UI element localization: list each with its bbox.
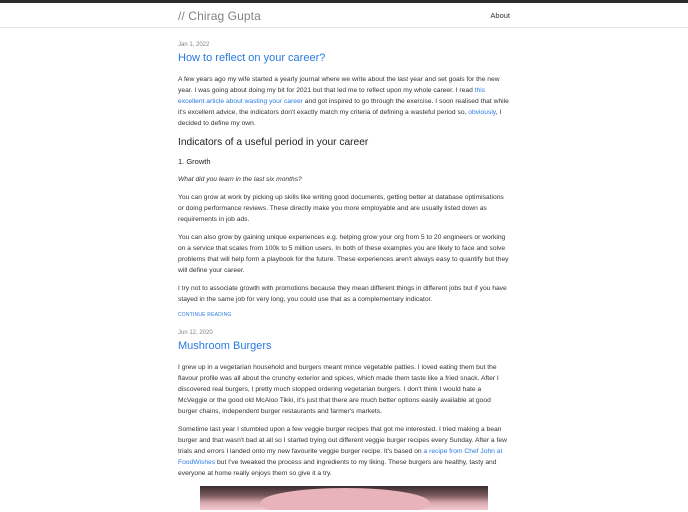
intro-text-b: and got inspired to go through the exercise. I soon realised that while it's excellent advice, the indicators don't exactly match my criteria of defining a wasteful period so, [178,98,509,116]
paragraph [178,424,510,479]
site-header [0,3,688,28]
subsection-heading: 1. Growth [178,157,211,166]
post-date: Jun 12, 2020 [178,330,213,336]
post-photo [200,486,488,510]
intro-text-c: , I decided to define my own. [178,109,502,127]
question-text: What did you learn in the last six months? [178,176,302,183]
paragraph: You can grow at work by picking up skills like writing good documents, getting better at database optimisations or doing performance reviews. These directly make you more employable and are usually listed down as requirements in job ads. [178,194,504,223]
intro-text-a: A few years ago my wife started a yearly journal where we write about the last year and set goals for the new year. I was going about doing my bit for 2021 but that led me to reflect upon my whole career. I read [178,76,500,94]
post-intro [178,74,510,129]
post-list [178,42,510,510]
nav-about-link[interactable]: About [490,11,510,20]
continue-reading-link[interactable]: CONTINUE READING [178,312,232,318]
section-heading: Indicators of a useful period in your career [178,137,369,148]
paragraph-text-b: but I've tweaked the process and ingredients to my liking. These burgers are healthy, tasty and everyone at home really enjoys them so give it a try. [178,459,497,477]
post-item [178,330,510,510]
post-title-link[interactable]: How to reflect on your career? [178,52,326,64]
photo-detail [260,488,430,510]
paragraph: You can also grow by gaining unique experiences e.g. helping grow your org from 5 to 20 engineers or working on a service that scales from 100k to 5 million users. In both of these examples you are likely to face and solve problems that will help form a playbook for the future. These experiences aren't always easy to quantify but they will define your career. [178,234,509,274]
post-item [178,42,510,318]
article-link[interactable]: this excellent article about wasting your career [178,87,486,105]
post-title-link[interactable]: Mushroom Burgers [178,340,272,352]
post-date: Jan 1, 2022 [178,42,210,48]
paragraph: I try not to associate growth with promotions because they mean different things in different jobs but if you have stayed in the same job for very long, you could use that as a complementary indicator. [178,285,507,303]
paragraph: I grew up in a vegetarian household and burgers meant mince vegetable patties. I loved eating them but the flavour profile was all about the crunchy exterior and spices, which made them taste like a fried snack. After I discovered real burgers, I pretty much stopped ordering vegetarian burgers. I don't think I would hate a McVeggie or the good old McAloo Tikki, it's just that there are much better options easily available at good burger chains, independent burger restaurants and farmer's markets. [178,364,499,415]
site-title-link[interactable]: // Chirag Gupta [178,9,261,23]
recipe-link[interactable]: a recipe from Chef John at FoodWishes [178,448,503,466]
obviously-link[interactable]: obviously [468,109,496,116]
paragraph-text-a: Sometime last year I stumbled upon a few veggie burger recipes that got me interested. I tried making a bean burger and that wasn't bad at all so I started trying out different veggie burger recipes every Sunday. After a few trials and errors I landed onto my new favourite veggie burger recipe. It's based on [178,426,507,455]
